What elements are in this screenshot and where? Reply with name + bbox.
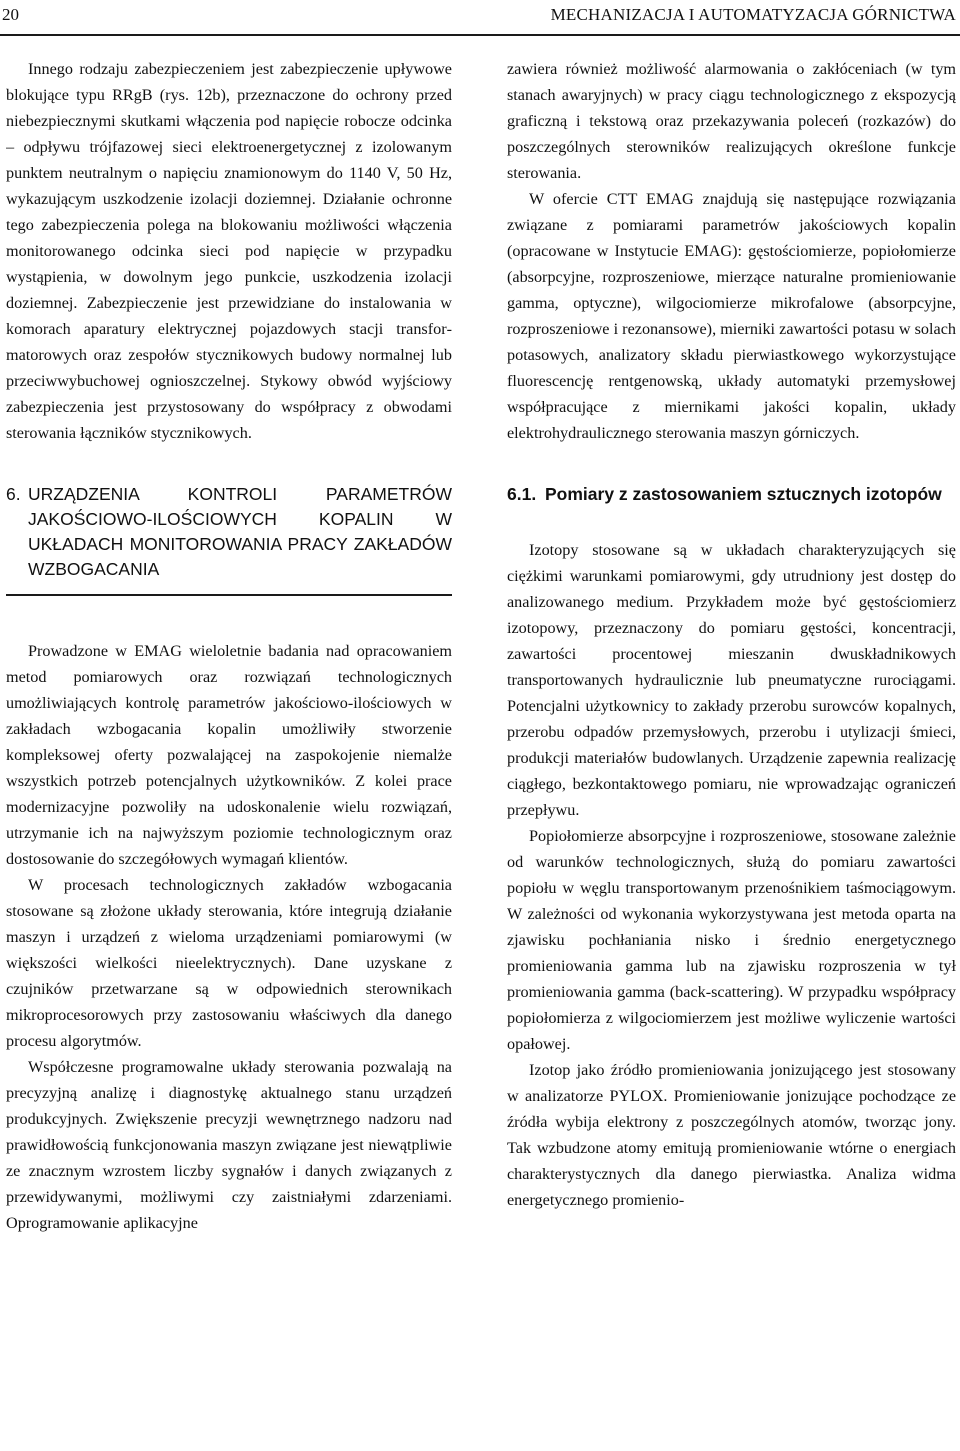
left-column [6,56,452,1451]
right-column [507,56,956,1451]
paragraph: zawiera również możliwość alarmowania o zakłóceniach (w tym stanach awaryjnych) w pracy ciągu technologicznego z ekspozycją graficzną i tekstową oraz przekazywania poleceń (rozkazów) do poszczególnych sterowników realizujących określone funkcje sterowania. [507,60,956,182]
page-header [0,0,960,36]
paragraph: W procesach technologicznych zakładów wzbogacania stosowane są złożone układy sterowania, które integrują działanie maszyn i urządzeń z wieloma urządzeniami pomiarowymi (w większości wielkości nieelektrycznych). Dane uzyskane z czujników przetwarzane są w odpowiednich sterownikach mikroprocesorowych przy zastosowaniu właściwych dla danego procesu algorytmów. [6,876,452,1050]
paragraph: Innego rodzaju zabezpieczeniem jest zabezpieczenie upływowe blokujące typu RRgB (rys. 12b), przeznaczone do ochrony przed niebezpiecznymi skutkami włączenia pod napięcie robocze odcinka – odpływu trójfazowej sieci elektroenergetycznej z izolowanym punktem neutralnym o napięciu znamionowym do 1140 V, 50 Hz, wykazującym uszkodzenie izolacji doziemnej. Działanie ochronne tego zabezpieczenia polega na blokowaniu możliwości włączenia monitorowanego odcinka sieci pod napięcie w przypadku wystąpienia, w dowolnym jego punkcie, uszkodzenia izolacji doziemnej. Zabezpieczenie jest przewidziane do instalowania w komorach aparatury elektrycznej pojazdowych stacji transformatorowych oraz zespołów stycznikowych budowy normalnej lub przeciwwybuchowej ognioszczelnej. Stykowy obwód wyjściowy zabezpieczenia jest przystosowany do współpracy z obwodami sterowania łączników stycznikowych. [6,60,452,442]
paragraph: Popiołomierze absorpcyjne i rozproszeniowe, stosowane zależnie od warunków technologicznych, służą do pomiaru zawartości popiołu w węglu transportowanym przenośnikiem taśmociągowym. W zależności od wykonania wykorzystywana jest metoda oparta na zjawisku pochłaniania nisko i średnio energetycznego promieniowania gamma lub na zjawisku rozproszenia w tył promieniowania gamma (back-scattering). W przypadku współpracy popiołomierza z wilgociomierzem jest możliwe wyliczenie wartości opałowej. [507,827,956,1053]
paragraph: Izotop jako źródło promieniowania jonizującego jest stosowany w analizatorze PYLOX. Promieniowanie jonizujące pochodzące ze źródła wybija elektrony z poszczególnych atomów, tworząc jony. Tak wzbudzone atomy emitują promieniowanie wtórne o energiach charakterystycznych dla danego pierwiastka. Analiza widma energetycznego promienio- [507,1061,956,1209]
page-number: 20 [2,5,19,24]
journal-title: MECHANIZACJA I AUTOMATYZACJA GÓRNICTWA [550,5,956,24]
section-number: 6. [6,484,21,504]
paragraph: Izotopy stosowane są w układach charakteryzujących się ciężkimi warunkami pomiarowymi, gdy utrudniony jest dostęp do analizowanego medium. Przykładem może być gęstościomierz izotopowy, przeznaczony do pomiaru gęstości, koncentracji, zawartości procentowej mieszanin dwuskładnikowych transportowanych hydraulicznie lub pneumatyczne rurociągami. Potencjalni użytkownicy to zakłady przerobu surowców kopalnych, przerobu odpadów przemysłowych, przerobu i utylizacji śmieci, produkcji materiałów budowlanych. Urządzenie zapewnia realizację ciągłego, bezkontaktowego pomiaru, nie wprowadzając ograniczeń przepływu. [507,541,956,819]
paragraph: Prowadzone w EMAG wieloletnie badania nad opracowaniem metod pomiarowych oraz rozwiązań technologicznych umożliwiających kontrolę parametrów jakościowo-ilościowych w zakładach wzbogacania kopalin umożliwiły stworzenie kompleksowej oferty pozwalającej na zaspokojenie niemalże wszystkich potrzeb potencjalnych użytkowników. Z kolei prace modernizacyjne pozwoliły na udoskonalenie wielu rozwiązań, utrzymanie ich na najwyższym poziomie technologicznym oraz dostosowanie do szczegółowych wymagań klientów. [6,642,452,868]
section-6-1-heading [507,482,956,507]
subsection-title: Pomiary z zastosowaniem sztucznych izotopów [545,484,942,504]
section-6-heading [6,482,452,582]
subsection-number: 6.1. [507,484,537,504]
paragraph: Współczesne programowalne układy sterowania pozwalają na precyzyjną analizę i diagnostykę aktualnego stanu urządzeń produkcyjnych. Zwiększenie precyzji wewnętrznego nadzoru nad prawidłowością funkcjonowania maszyn związane jest niewątpliwie ze znacznym wzrostem liczby sygnałów i danych związanych z przewidywanymi, możliwymi czy zaistniałymi zdarzeniami. Oprogramowanie aplikacyjne [6,1058,452,1232]
paragraph: W ofercie CTT EMAG znajdują się następujące rozwiązania związane z pomiarami parametrów jakościowych kopalin (opracowane w Instytucie EMAG): gęstościomierze, popiołomierze (absorpcyjne, rozproszeniowe, mierzące naturalne promieniowanie gamma, optyczne), wilgociomierze mikrofalowe (absorpcyjne, rozproszeniowe i rezonansowe), mierniki zawartości potasu w solach potasowych, analizatory składu pierwiastkowego wykorzystujące fluorescencję rentgenowską, układy automatyki przemysłowej współpracujące z miernikami jakości kopalin, układy elektrohydraulicznego sterowania maszyn górniczych. [507,190,956,442]
section-divider [6,594,452,596]
section-title: URZĄDZENIA KONTROLI PARAMETRÓW JAKOŚCIOWO-ILOŚCIOWYCH KOPALIN W UKŁADACH MONITOROWANIA PRACY ZAKŁADÓW WZBOGACANIA [28,484,452,579]
